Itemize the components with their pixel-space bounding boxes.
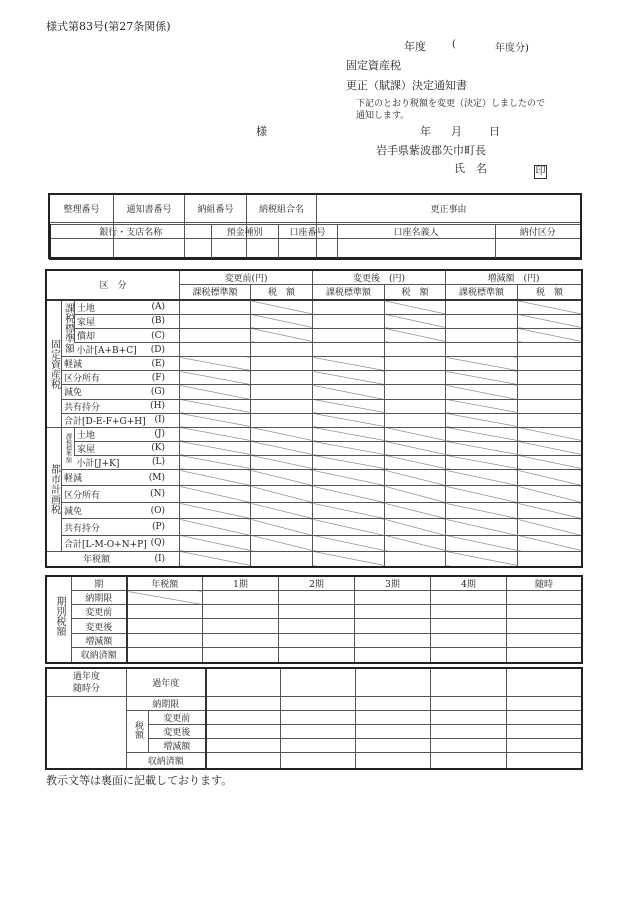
cell-d-before-base[interactable] <box>180 343 251 357</box>
header-tax-association: 納税組合名 <box>247 195 317 223</box>
header-notice-number: 通知書番号 <box>114 195 185 223</box>
cell-due-2[interactable] <box>279 591 355 605</box>
cell-n-diff-base <box>446 486 518 503</box>
cell-j-after-base <box>313 427 385 441</box>
cell-n-after-base <box>313 486 385 503</box>
cell-q-diff-tax <box>518 535 582 551</box>
row-label-i: 合計[D-E-F+G+H] (I) <box>62 413 180 427</box>
cell-annual-diff-tax[interactable] <box>518 551 582 566</box>
cell-n-before-tax <box>251 486 313 503</box>
cell-after-1[interactable] <box>203 619 279 633</box>
cell-m-diff-base <box>446 470 518 486</box>
cell-d-diff-base[interactable] <box>446 343 518 357</box>
row-label-a: 土地 (A) <box>75 300 180 315</box>
cell-m-before-tax <box>251 470 313 486</box>
cell-m-diff-tax <box>518 470 582 486</box>
cell-annual-before-tax[interactable] <box>251 551 313 566</box>
row-after-change: 変更後 <box>72 619 127 633</box>
cell-past-paid-4[interactable] <box>431 753 507 769</box>
cell-a-diff-base[interactable] <box>446 300 518 315</box>
cell-before-1[interactable] <box>203 605 279 619</box>
city-planning-tax-label: 都市計画税 <box>47 427 62 551</box>
past-year-blank <box>47 697 127 769</box>
cell-c-before-base[interactable] <box>180 328 251 342</box>
cell-q-before-base <box>180 535 251 551</box>
cell-k-before-tax <box>251 441 313 455</box>
cell-p-after-base <box>313 519 385 535</box>
cell-annual-diff-base <box>446 551 518 566</box>
header-irregular: 随時 <box>507 577 582 591</box>
cell-e-diff-base <box>446 357 518 371</box>
cell-due-irregular[interactable] <box>507 591 582 605</box>
header-bank-branch: 銀行・支店名称 <box>50 225 211 239</box>
notice-line-2: 通知します。 <box>356 111 410 121</box>
cell-j-after-tax <box>385 427 446 441</box>
cell-diff-1[interactable] <box>203 633 279 647</box>
document-title: 更正（賦課）決定通知書 <box>346 79 467 92</box>
cell-d-before-tax[interactable] <box>251 343 313 357</box>
past-paid-label: 収納済額 <box>127 753 206 769</box>
cell-n-before-base <box>180 486 251 503</box>
cell-after-irregular[interactable] <box>507 619 582 633</box>
subcol-before-tax: 税 額 <box>251 285 313 300</box>
tax-type-title: 固定資産税 <box>346 59 401 72</box>
tax-breakdown-table <box>46 270 582 567</box>
cell-f-diff-base <box>446 371 518 385</box>
cell-e-after-tax[interactable] <box>385 357 446 371</box>
account-number-field[interactable] <box>278 239 337 259</box>
cell-m-before-base <box>180 470 251 486</box>
past-year-label: 過年度 <box>127 669 206 697</box>
cell-e-diff-tax[interactable] <box>518 357 582 371</box>
cell-annual-before-base <box>180 551 251 566</box>
cell-l-diff-base <box>446 455 518 469</box>
cell-b-after-tax <box>385 314 446 328</box>
cell-past-due-5[interactable] <box>507 697 582 711</box>
payment-category-field[interactable] <box>495 239 581 259</box>
cell-o-before-base <box>180 503 251 519</box>
cell-c-diff-base[interactable] <box>446 328 518 342</box>
cell-after-annual[interactable] <box>127 619 203 633</box>
cell-annual-after-base <box>313 551 385 566</box>
cell-g-before-base <box>180 385 251 399</box>
cell-due-3[interactable] <box>355 591 431 605</box>
row-label-q: 合計[L-M-O+N+P] (Q) <box>62 535 180 551</box>
cell-i-before-base <box>180 413 251 427</box>
bank-table <box>49 224 582 260</box>
row-label-k: 家屋 (K) <box>75 441 180 455</box>
cell-past-before-3[interactable] <box>356 711 431 725</box>
header-account-number: 口座番号 <box>278 225 337 239</box>
cell-paid-irregular[interactable] <box>507 647 582 662</box>
subcol-before-base: 課税標準額 <box>180 285 251 300</box>
cell-l-diff-tax <box>518 455 582 469</box>
period-tax-table <box>46 576 582 663</box>
cell-past-before-5[interactable] <box>507 711 582 725</box>
cell-past-paid-5[interactable] <box>507 753 582 769</box>
cell-past-due-2[interactable] <box>281 697 356 711</box>
cell-h-diff-base <box>446 399 518 413</box>
cell-k-diff-tax <box>518 441 582 455</box>
cell-i-before-tax[interactable] <box>251 413 313 427</box>
subcol-diff-base: 課税標準額 <box>446 285 518 300</box>
cell-h-diff-tax[interactable] <box>518 399 582 413</box>
past-tax-amount-label: 税額 <box>127 711 149 753</box>
cell-l-after-base <box>313 455 385 469</box>
cell-past-before-2[interactable] <box>281 711 356 725</box>
row-label-e: 軽減 (E) <box>62 357 180 371</box>
cell-due-1[interactable] <box>203 591 279 605</box>
cell-past-due-4[interactable] <box>431 697 507 711</box>
cell-o-after-base <box>313 503 385 519</box>
cell-after-4[interactable] <box>431 619 507 633</box>
row-label-o: 減免 (O) <box>62 503 180 519</box>
group-before: 変更前(円) <box>180 271 313 285</box>
row-label-d: 小計[A+B+C] (D) <box>75 343 180 357</box>
cell-o-diff-base <box>446 503 518 519</box>
cell-c-before-tax <box>251 328 313 342</box>
date-day: 日 <box>489 125 500 138</box>
seal-mark: 印 <box>535 166 546 177</box>
cell-g-diff-tax[interactable] <box>518 385 582 399</box>
header-period-2: 2期 <box>279 577 355 591</box>
group-after: 変更後 (円) <box>313 271 446 285</box>
cell-past-after-2[interactable] <box>281 725 356 739</box>
cell-p-before-base <box>180 519 251 535</box>
past-due-date-label: 納期限 <box>127 697 206 711</box>
bank-branch-field[interactable] <box>50 239 211 259</box>
cell-diff-3[interactable] <box>355 633 431 647</box>
header-deposit-type: 預金種別 <box>211 225 278 239</box>
row-label-h: 共有持分 (H) <box>62 399 180 413</box>
cell-past-diff-3[interactable] <box>356 739 431 753</box>
cell-o-after-tax <box>385 503 446 519</box>
header-group-number: 納組番号 <box>185 195 247 223</box>
header-period-3: 3期 <box>355 577 431 591</box>
cell-i-diff-tax[interactable] <box>518 413 582 427</box>
cell-past-after-5[interactable] <box>507 725 582 739</box>
cell-before-irregular[interactable] <box>507 605 582 619</box>
cell-l-before-base <box>180 455 251 469</box>
cell-paid-4[interactable] <box>431 647 507 662</box>
cell-b-before-base[interactable] <box>180 314 251 328</box>
cell-e-after-base <box>313 357 385 371</box>
row-label-annual-tax: 年税額 (I) <box>47 551 180 566</box>
cell-past-before-4[interactable] <box>431 711 507 725</box>
subcol-after-tax: 税 額 <box>385 285 446 300</box>
name-label: 氏 名 <box>454 162 487 175</box>
past-diff-label: 増減額 <box>149 739 206 753</box>
cell-k-diff-base <box>446 441 518 455</box>
cell-past-paid-2[interactable] <box>281 753 356 769</box>
cell-past-year-2[interactable] <box>281 669 356 697</box>
notice-line-1: 下記のとおり税額を変更（決定）しましたので <box>356 99 546 109</box>
cell-past-year-3[interactable] <box>356 669 431 697</box>
cell-k-after-base <box>313 441 385 455</box>
cell-e-before-tax[interactable] <box>251 357 313 371</box>
past-after-label: 変更後 <box>149 725 206 739</box>
row-label-n: 区分所有 (N) <box>62 486 180 503</box>
fiscal-year-portion: 年度分) <box>495 43 529 54</box>
cell-i-after-tax[interactable] <box>385 413 446 427</box>
cell-before-annual[interactable] <box>127 605 203 619</box>
cell-k-before-base <box>180 441 251 455</box>
cell-h-after-base <box>313 399 385 413</box>
cell-paid-3[interactable] <box>355 647 431 662</box>
header-period-1: 1期 <box>203 577 279 591</box>
cell-l-after-tax <box>385 455 446 469</box>
tax-base-label: 課税標準額 <box>62 300 75 357</box>
cell-c-after-tax <box>385 328 446 342</box>
cell-a-before-base[interactable] <box>180 300 251 315</box>
cell-past-diff-4[interactable] <box>431 739 507 753</box>
cell-f-after-base <box>313 371 385 385</box>
deposit-type-field[interactable] <box>211 239 278 259</box>
row-label-c: 償却 (C) <box>75 328 180 342</box>
cell-past-diff-1[interactable] <box>206 739 281 753</box>
cell-o-diff-tax <box>518 503 582 519</box>
form-number: 様式第83号(第27条関係) <box>46 20 171 33</box>
cell-b-diff-tax <box>518 314 582 328</box>
cell-k-after-tax <box>385 441 446 455</box>
cell-g-diff-base <box>446 385 518 399</box>
cell-after-3[interactable] <box>355 619 431 633</box>
cell-past-year-1[interactable] <box>206 669 281 697</box>
cell-past-diff-2[interactable] <box>281 739 356 753</box>
cell-past-year-4[interactable] <box>431 669 507 697</box>
cell-n-diff-tax <box>518 486 582 503</box>
cell-g-before-tax[interactable] <box>251 385 313 399</box>
cell-j-diff-base <box>446 427 518 441</box>
header-correction-reason: 更正事由 <box>317 195 581 223</box>
fiscal-year-label: 年度 <box>404 40 426 53</box>
group-difference: 増減額 (円) <box>446 271 582 285</box>
row-paid: 収納済額 <box>72 647 127 662</box>
cell-q-diff-base <box>446 535 518 551</box>
cell-n-after-tax <box>385 486 446 503</box>
row-difference: 増減額 <box>72 633 127 647</box>
fixed-asset-tax-label: 固定資産税 <box>47 300 62 427</box>
cell-b-diff-base[interactable] <box>446 314 518 328</box>
cell-due-4[interactable] <box>431 591 507 605</box>
cell-h-after-tax[interactable] <box>385 399 446 413</box>
header-reference-number: 整理番号 <box>50 195 114 223</box>
cell-a-diff-tax <box>518 300 582 315</box>
header-period-4: 4期 <box>431 577 507 591</box>
past-year-table <box>46 668 582 769</box>
cell-f-before-base <box>180 371 251 385</box>
cell-c-after-base[interactable] <box>313 328 385 342</box>
cell-c-diff-tax <box>518 328 582 342</box>
cell-past-after-1[interactable] <box>206 725 281 739</box>
cell-j-before-tax <box>251 427 313 441</box>
past-year-irregular-label: 過年度 随時分 <box>47 669 127 697</box>
header-annual-tax: 年税額 <box>127 577 203 591</box>
cell-a-after-base[interactable] <box>313 300 385 315</box>
cell-f-diff-tax[interactable] <box>518 371 582 385</box>
cell-o-before-tax <box>251 503 313 519</box>
cell-paid-annual[interactable] <box>127 647 203 662</box>
issuer-name: 岩手県紫波郡矢巾町長 <box>376 144 486 157</box>
row-label-b: 家屋 (B) <box>75 314 180 328</box>
cell-due-annual <box>127 591 203 605</box>
city-tax-base-label: 課税標準額 <box>62 427 75 469</box>
row-due-date: 納期限 <box>72 591 127 605</box>
row-label-g: 減免 (G) <box>62 385 180 399</box>
cell-p-diff-base <box>446 519 518 535</box>
cell-b-before-tax <box>251 314 313 328</box>
row-label-m: 軽減 (M) <box>62 470 180 486</box>
cell-q-after-base <box>313 535 385 551</box>
cell-past-before-1[interactable] <box>206 711 281 725</box>
cell-after-2[interactable] <box>279 619 355 633</box>
cell-diff-irregular[interactable] <box>507 633 582 647</box>
row-label-p: 共有持分 (P) <box>62 519 180 535</box>
cell-d-after-tax[interactable] <box>385 343 446 357</box>
cell-paid-2[interactable] <box>279 647 355 662</box>
cell-before-4[interactable] <box>431 605 507 619</box>
cell-h-before-base <box>180 399 251 413</box>
addressee-suffix: 様 <box>256 125 267 138</box>
cell-i-diff-base <box>446 413 518 427</box>
cell-m-after-base <box>313 470 385 486</box>
cell-a-before-tax <box>251 300 313 315</box>
cell-before-2[interactable] <box>279 605 355 619</box>
cell-l-before-tax <box>251 455 313 469</box>
account-holder-field[interactable] <box>337 239 495 259</box>
past-before-label: 変更前 <box>149 711 206 725</box>
cell-past-diff-5[interactable] <box>507 739 582 753</box>
fiscal-year-paren: ( <box>452 39 456 50</box>
cell-p-before-tax <box>251 519 313 535</box>
subcol-diff-tax: 税 額 <box>518 285 582 300</box>
cell-f-after-tax[interactable] <box>385 371 446 385</box>
cell-b-after-base[interactable] <box>313 314 385 328</box>
cell-e-before-base <box>180 357 251 371</box>
cell-paid-1[interactable] <box>203 647 279 662</box>
cell-before-3[interactable] <box>355 605 431 619</box>
footer-note: 教示文等は裏面に記載しております。 <box>46 774 233 787</box>
cell-d-diff-tax[interactable] <box>518 343 582 357</box>
cell-i-after-base <box>313 413 385 427</box>
cell-f-before-tax[interactable] <box>251 371 313 385</box>
cell-j-diff-tax <box>518 427 582 441</box>
period-tax-side-label: 期別税額 <box>47 577 72 663</box>
cell-past-after-4[interactable] <box>431 725 507 739</box>
row-label-f: 区分所有 (F) <box>62 371 180 385</box>
cell-diff-2[interactable] <box>279 633 355 647</box>
cell-past-due-1[interactable] <box>206 697 281 711</box>
cell-d-after-base[interactable] <box>313 343 385 357</box>
row-before-change: 変更前 <box>72 605 127 619</box>
cell-g-after-base <box>313 385 385 399</box>
cell-p-after-tax <box>385 519 446 535</box>
subcol-after-base: 課税標準額 <box>313 285 385 300</box>
cell-h-before-tax[interactable] <box>251 399 313 413</box>
row-label-l: 小計[J+K] (L) <box>75 455 180 469</box>
cell-q-before-tax <box>251 535 313 551</box>
cell-q-after-tax <box>385 535 446 551</box>
cell-m-after-tax <box>385 470 446 486</box>
cell-past-due-3[interactable] <box>356 697 431 711</box>
cell-a-after-tax <box>385 300 446 315</box>
header-period: 期 <box>72 577 127 591</box>
date-month: 月 <box>451 125 462 138</box>
cell-diff-annual[interactable] <box>127 633 203 647</box>
division-header: 区 分 <box>47 271 180 300</box>
header-account-holder: 口座名義人 <box>337 225 495 239</box>
cell-past-paid-1[interactable] <box>206 753 281 769</box>
cell-p-diff-tax <box>518 519 582 535</box>
cell-past-year-5[interactable] <box>507 669 582 697</box>
date-year: 年 <box>420 125 431 138</box>
cell-g-after-tax[interactable] <box>385 385 446 399</box>
cell-past-after-3[interactable] <box>356 725 431 739</box>
cell-diff-4[interactable] <box>431 633 507 647</box>
row-label-j: 土地 (J) <box>75 427 180 441</box>
cell-j-before-base <box>180 427 251 441</box>
cell-past-paid-3[interactable] <box>356 753 431 769</box>
cell-annual-after-tax[interactable] <box>385 551 446 566</box>
header-payment-category: 納付区分 <box>495 225 581 239</box>
